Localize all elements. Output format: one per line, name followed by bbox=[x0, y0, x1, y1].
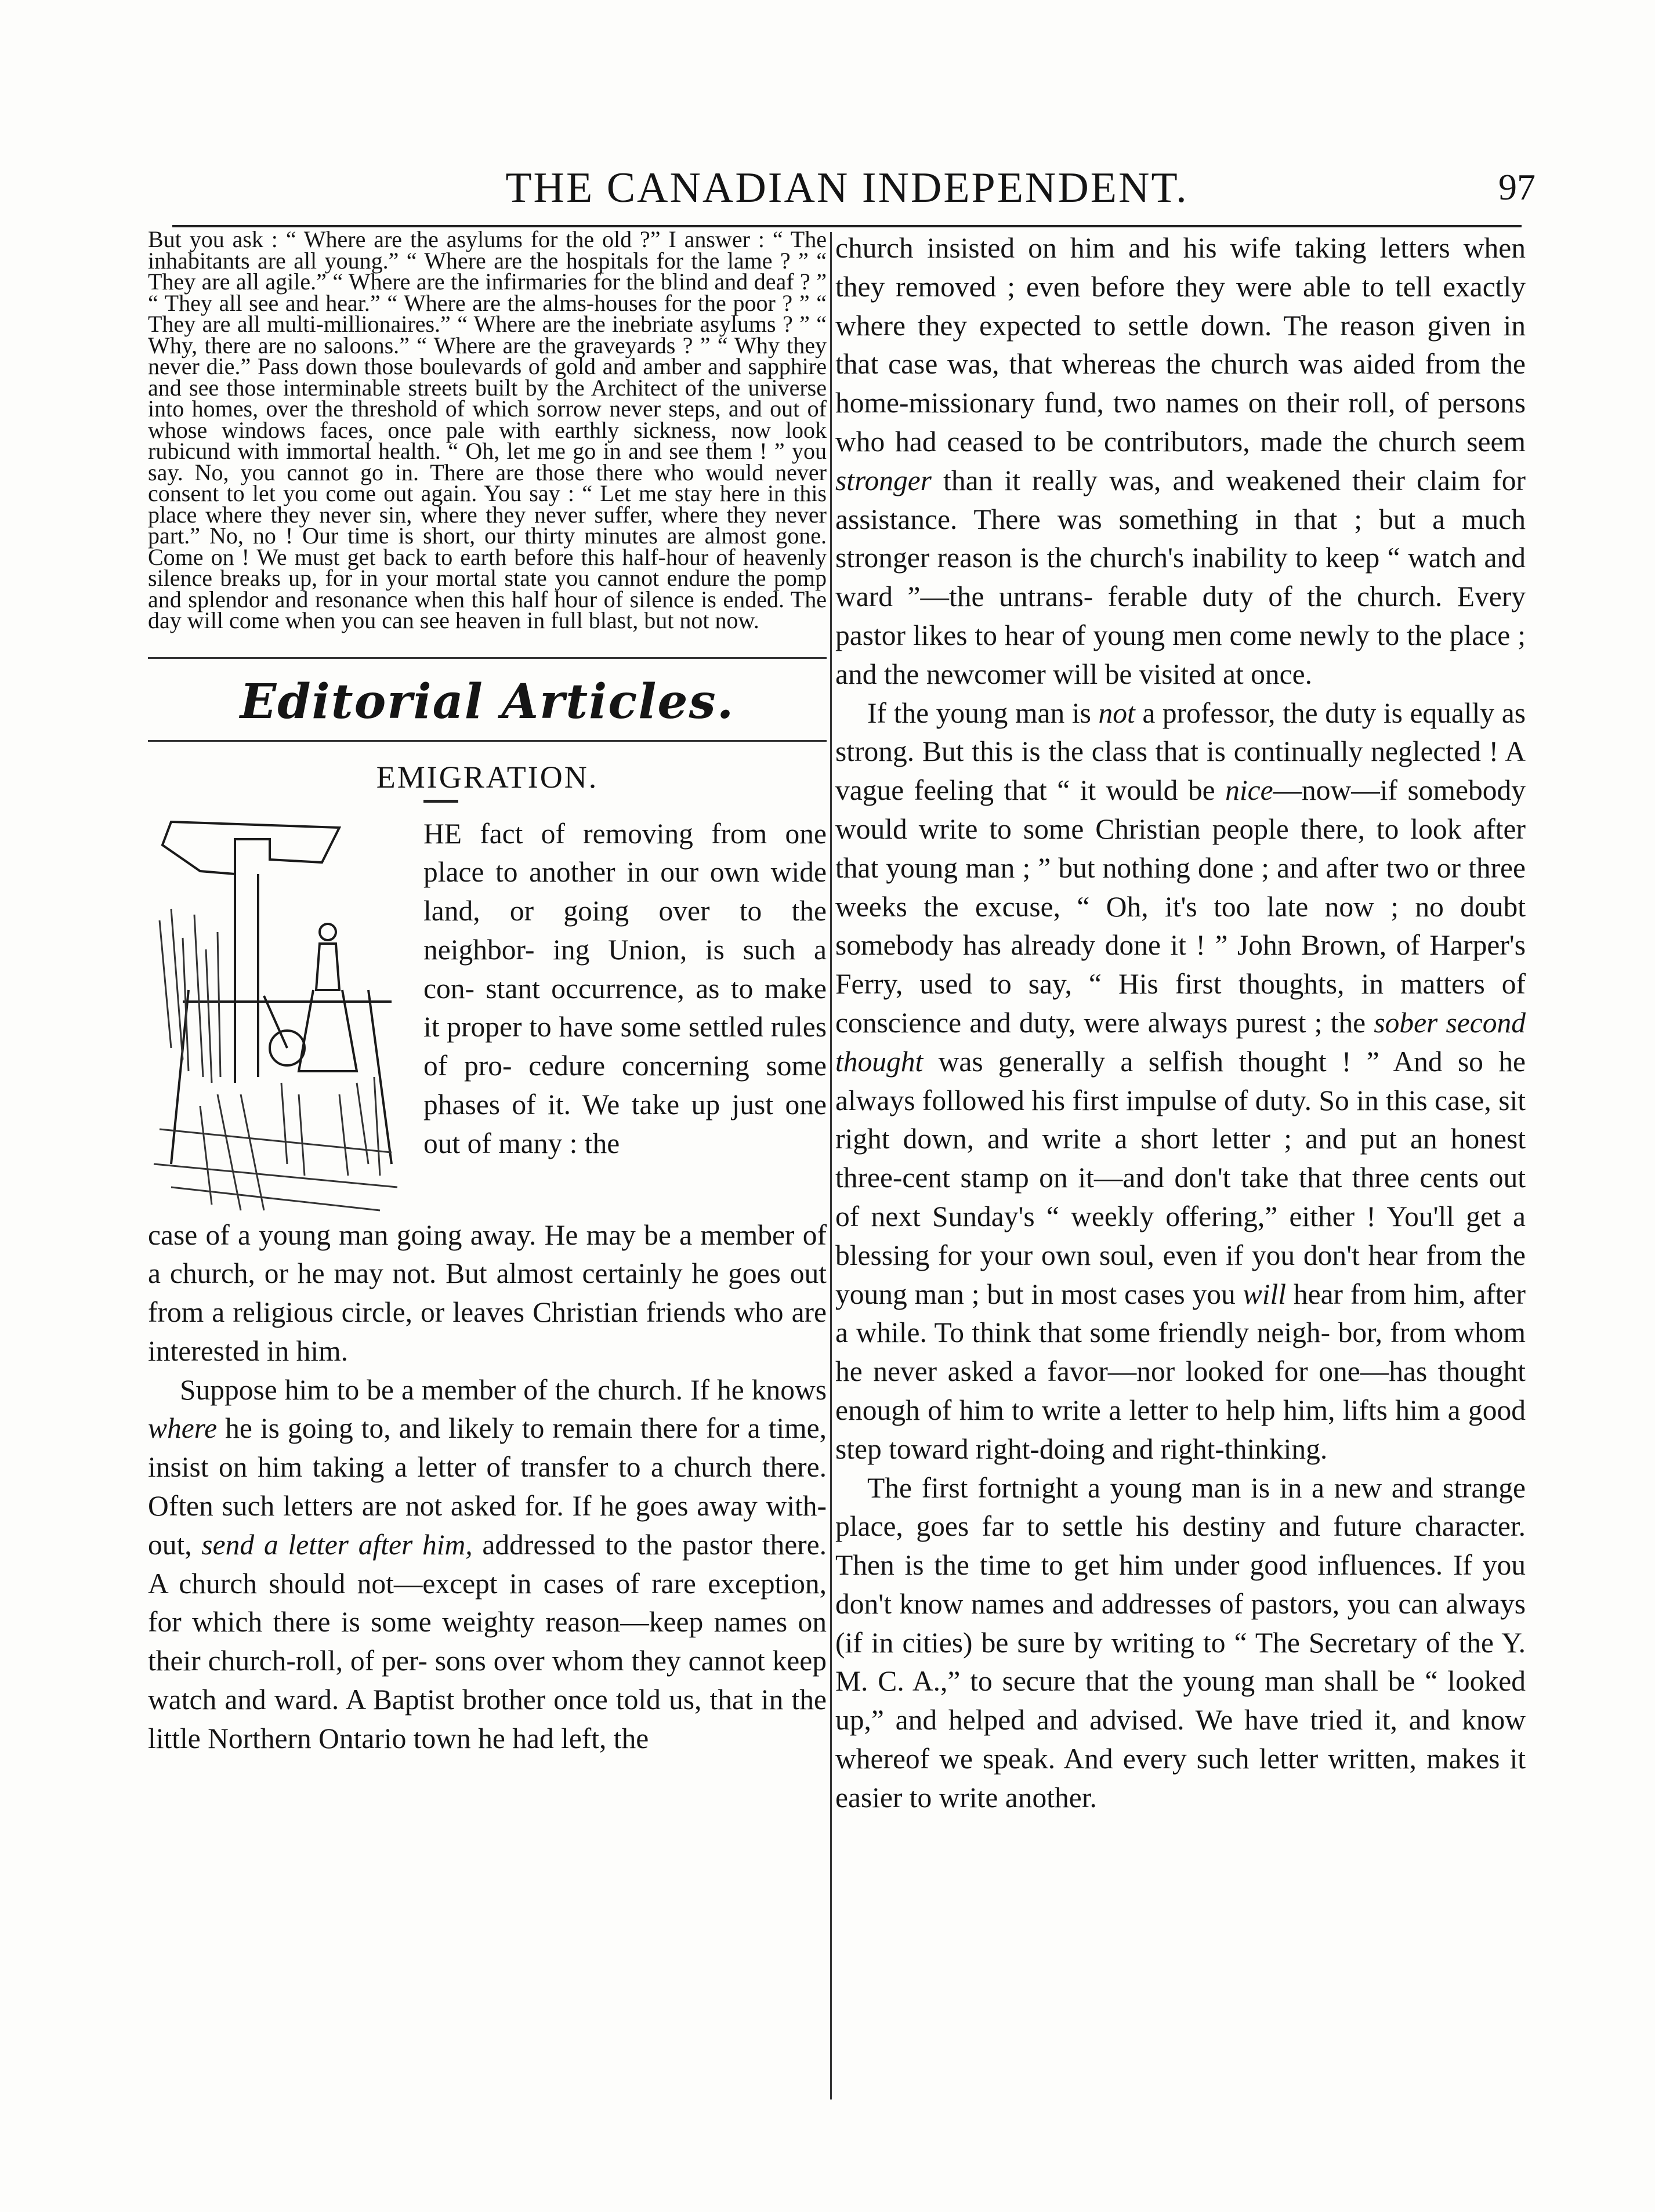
left-column bbox=[148, 226, 827, 1758]
publication-title: THE CANADIAN INDEPENDENT. bbox=[505, 164, 1189, 212]
divider-bottom bbox=[148, 740, 827, 742]
page-header bbox=[172, 155, 1536, 227]
paragraph-3: church insisted on him and his wife taking letters when they removed ; even before they were able to tell exactly where they expected to settle down. The reason given in that case was, that whereas the church was aided from the home-missionary fund, two names on their roll, of persons who had ceased to be contributors, made the church seem stronger than it really was, and weakened their claim for assistance. There was something in that ; but a much stronger reason is the church's inability to keep “ watch and ward ”—the untrans- ferable duty of the church. Every pastor likes to hear of young men come newly to the place ; and the newcomer will be visited at once. bbox=[835, 232, 1526, 690]
right-column bbox=[835, 229, 1526, 1818]
divider-top bbox=[148, 657, 827, 659]
article-title: EMIGRATION. bbox=[376, 759, 599, 795]
paragraph-2: Suppose him to be a member of the church. If he knows where he is going to, and likely to remain there for a time, insist on him taking a letter of transfer to a church there. Often such letters are not asked for. If he goes away with- out, send a letter after him, addressed to the pastor there. A church should not—except in cases of rare exception, for which there is some weighty reason—keep names on their church-roll, of per- sons over whom they cannot keep watch and ward. A Baptist brother once told us, that in the little Northern Ontario town he had left, the bbox=[148, 1373, 827, 1754]
paragraph-5: The first fortnight a young man is in a new and strange place, goes far to settle his destiny and future character. Then is the time to get him under good influences. If you don't know names and addresses of pastors, you can always (if in cities) be sure by writing to “ The Secretary of the Y. M. C. A.,” to secure that the young man shall be “ looked up,” and helped and advised. We have tried it, and know whereof we speak. And every such letter written, makes it easier to write another. bbox=[835, 1471, 1526, 1814]
emigrant-illustration bbox=[148, 804, 403, 1216]
page-number: 97 bbox=[1498, 166, 1536, 208]
article-opening bbox=[148, 804, 827, 1216]
dropcap-bar bbox=[423, 800, 458, 803]
paragraph-4: If the young man is not a professor, the duty is equally as strong. But this is the class that is continually neglected ! A vague feeling that “ it would be nice—now—if somebody would write to some Christian people there, to look after that young man ; ” but nothing done ; and after two or three weeks the excuse, “ Oh, it's too late now ; no doubt somebody has already done it ! ” John Brown, of Harper's Ferry, used to say, “ His first thoughts, in matters of conscience and duty, were always purest ; the sober second thought was generally a selfish thought ! ” And so he always followed his first impulse of duty. So in this case, sit right down, and write a short letter ; and put an honest three-cent stamp on it—and don't take that three cents out of next Sunday's “ weekly offering,” either ! You'll get a blessing for your own soul, even if you don't hear from the young man ; but in most cases you will hear from him, after a while. To think that some friendly neigh- bor, from whom he never asked a favor—nor looked for one—has thought enough of him to write a letter to help him, lifts him a good step toward right-doing and right-thinking. bbox=[835, 697, 1526, 1465]
opening-text: HE fact of removing from one place to another in our own wide land, or going over to the neighbor- ing Union, is such a con- stant occurrence, as to make it proper to have some settled rules of pro- cedure concerning some phases of it. We take up just one out of many : the bbox=[423, 817, 827, 1159]
section-title: Editorial Articles. bbox=[240, 673, 735, 730]
paragraph-1: case of a young man going away. He may be a member of a church, or he may not. But almost certainly he goes out from a religious circle, or leaves Christian friends who are interested in him. bbox=[148, 1219, 827, 1367]
column-divider bbox=[830, 232, 832, 2099]
intro-paragraph: But you ask : “ Where are the asylums for the old ?” I answer : “ The inhabitants are all young.” “ Where are the hospitals for the lame ? ” “ They are all agile.” “ Where are the infirmaries for the blind and deaf ? ” “ They all see and hear.” “ Where are the alms-houses for the poor ? ” “ They are all multi-millionaires.” “ Where are the inebriate asylums ? ” “ Why, there are no saloons.” “ Where are the graveyards ? ” “ Why they never die.” Pass down those boulevards of gold and amber and sapphire and see those interminable streets built by the Architect of the universe into homes, over the threshold of which sorrow never steps, and out of whose windows faces, once pale with earthly sickness, now look rubicund with immortal health. “ Oh, let me go in and see them ! ” you say. No, you cannot go in. There are those there who would never consent to let you come out again. You say : “ Let me stay here in this place where they never sin, where they never suffer, where they never part.” No, no ! Our time is short, our thirty minutes are almost gone. Come on ! We must get back to earth before this half-hour of heavenly silence breaks up, for in your mortal state you cannot endure the pomp and splendor and resonance when this half hour of silence is ended. The day will come when you can see heaven in full blast, but not now. bbox=[148, 226, 827, 633]
